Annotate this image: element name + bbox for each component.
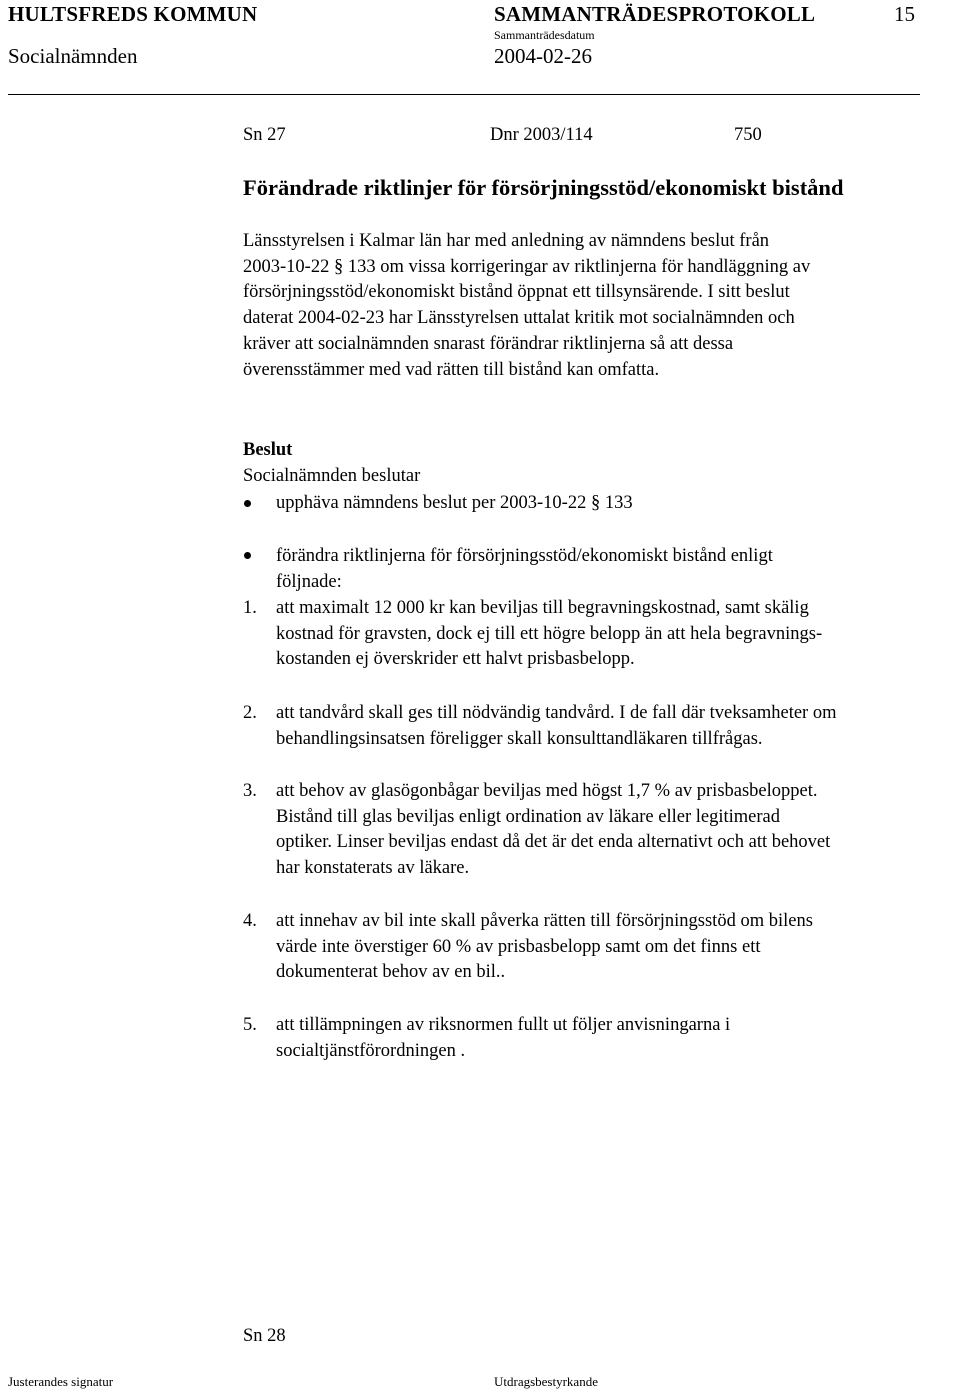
item-line: värde inte överstiger 60 % av prisbasbelopp samt om det finns ett [276,936,761,957]
intro-line: 2003-10-22 § 133 om vissa korrigeringar av riktlinjerna för handläggning av [243,256,811,277]
item-line: dokumenterat behov av en bil.. [276,962,506,983]
date-label: Sammanträdesdatum [494,28,595,42]
intro-paragraph [243,229,953,383]
bullet-line: förändra riktlinjerna för försörjningsstöd/ekonomiskt bistånd enligt [276,546,773,566]
intro-line: kräver att socialnämnden snarast förändrar riktlinjerna så att dessa [243,333,734,354]
decision-item [276,909,813,986]
decision-item [276,1013,730,1064]
item-line: optiker. Linser beviljas endast då det är det enda alternativt och att behovet [276,832,831,853]
municipality-name: HULTSFREDS KOMMUN [8,2,258,26]
bullet-marker [244,552,251,559]
item-line: behandlingsinsatsen föreligger skall konsulttandläkaren tillfrågas. [276,728,763,749]
item-line: att tandvård skall ges till nödvändig tandvård. I de fall där tveksamheter om [276,703,837,723]
bullet-line: upphäva nämndens beslut per 2003-10-22 § 133 [276,493,633,513]
header-divider [8,94,920,95]
intro-line: försörjningsstöd/ekonomiskt bistånd öppnat ett tillsynsärende. I sitt beslut [243,282,790,303]
item-line: att behov av glasögonbågar beviljas med högst 1,7 % av prisbasbeloppet. [276,781,818,801]
committee-name: Socialnämnden [8,44,138,68]
case-title: Förändrade riktlinjer för försörjningsstöd/ekonomiskt bistånd [243,175,844,200]
item-line: att innehav av bil inte skall påverka rätten till försörjningsstöd om bilens [276,911,813,931]
item-number: 1. [243,598,257,618]
decision-heading: Beslut [243,440,293,460]
item-line: kostnad för gravsten, dock ej till ett högre belopp än att hela begravnings- [276,623,823,644]
item-line: har konstaterats av läkare. [276,858,470,879]
case-dnr: Dnr 2003/114 [490,125,593,145]
decision-bullet [276,544,773,595]
decision-bullet [276,491,633,517]
item-number: 2. [243,703,257,723]
bullet-line: följnade: [276,571,342,592]
decision-item [276,779,830,882]
footer-certification-label: Utdragsbestyrkande [494,1374,598,1389]
item-line: socialtjänstförordningen . [276,1040,466,1061]
bullet-marker [244,500,251,507]
intro-line: daterat 2004-02-23 har Länsstyrelsen uttalat kritik mot socialnämnden och [243,308,795,329]
document-type: SAMMANTRÄDESPROTOKOLL [494,2,816,26]
item-line: att tillämpningen av riksnormen fullt ut följer anvisningarna i [276,1015,731,1035]
item-number: 5. [243,1015,257,1035]
page-number: 15 [894,2,915,26]
decision-lead: Socialnämnden beslutar [243,466,421,486]
intro-line: Länsstyrelsen i Kalmar län har med anledning av nämndens beslut från [243,231,770,251]
next-case-ref: Sn 28 [243,1326,286,1346]
item-line: att maximalt 12 000 kr kan beviljas till begravningskostnad, samt skälig [276,598,809,618]
item-number: 4. [243,911,257,931]
item-line: Bistånd till glas beviljas enligt ordination av läkare eller legitimerad [276,806,780,827]
intro-line: överensstämmer med vad rätten till bistånd kan omfatta. [243,359,660,380]
decision-item [276,596,822,673]
item-line: kostanden ej överskrider ett halvt prisbasbelopp. [276,649,635,670]
case-sn-ref: Sn 27 [243,125,286,145]
meeting-date: 2004-02-26 [494,44,592,68]
case-code: 750 [734,125,762,145]
item-number: 3. [243,781,257,801]
decision-item [276,701,836,752]
footer-signature-label: Justerandes signatur [8,1374,114,1389]
